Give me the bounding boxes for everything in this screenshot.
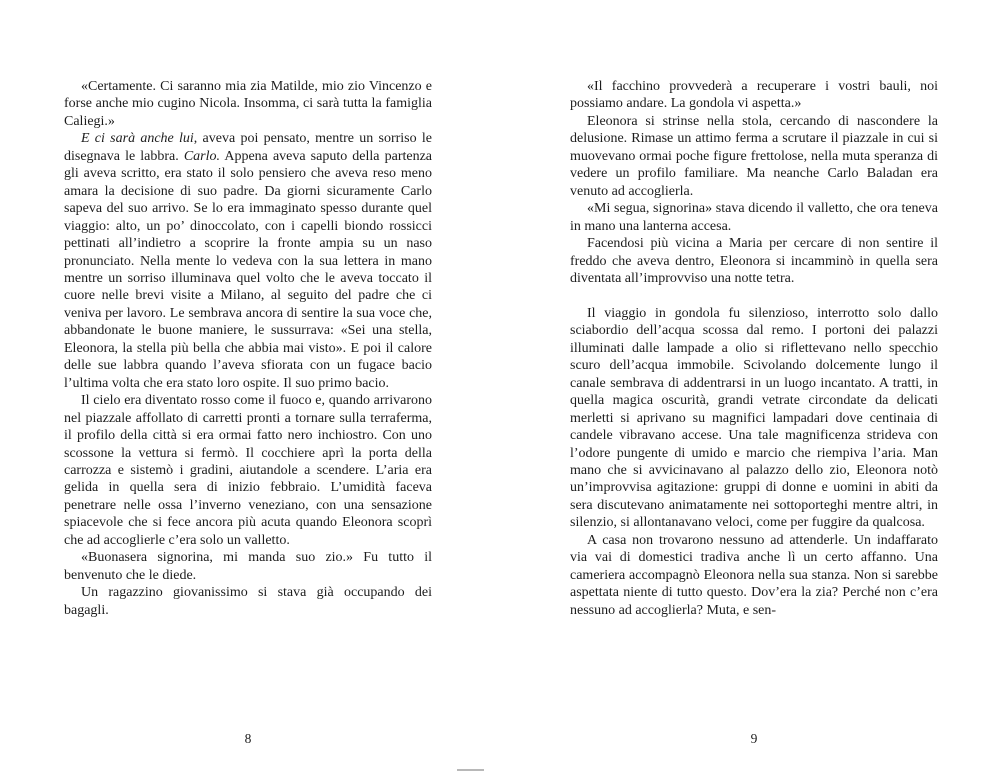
paragraph: [570, 532, 938, 619]
right-page-body: [570, 78, 938, 619]
paragraph: [570, 305, 938, 532]
left-page: [64, 78, 432, 619]
paragraph: [64, 584, 432, 619]
paragraph: [570, 235, 938, 287]
italic-text-run: E ci sarà anche lui: [81, 131, 194, 147]
text-run: Il viaggio in gondola fu silenzioso, interrotto solo dallo sciabordio dell’acqua scossa dal remo. I portoni dei palazzi illuminati dalle lampade a olio si riflettevano nello specchio scuro dell’acqua immobile. Scivolando dolcemente lungo il canale sembrava di addentrarsi in un luogo incantato. A tratti, in quella magica oscurità, grandi vetrate circondate da delicati merletti si aprivano su magnifici lampadari dove centinaia di candele vibravano accese. Una tale magnificenza strideva con l’odore pungente di umido e marcio che riempiva l’aria. Man mano che si avvicinavano al palazzo dello zio, Eleonora notò un’improvvisa agitazione: gruppi di donne e uomini in abiti da sera discutevano animatamente nei sottoporteghi mentre altri, in silenzio, si allontanavano veloci, come per fuggire da qualcosa.: [570, 305, 938, 531]
text-run: «Il facchino provvederà a recuperare i vostri bauli, noi possiamo andare. La gondola vi aspetta.»: [570, 79, 938, 112]
page-separator-mark: [457, 769, 484, 771]
paragraph: [570, 113, 938, 200]
paragraph: [570, 200, 938, 235]
text-run: Il cielo era diventato rosso come il fuoco e, quando arrivarono nel piazzale affollato di carretti pronti a tornare sulla terraferma, il profilo della città si era ormai fatto nero inchiostro. Con uno scossone la vettura si fermò. Il cocchiere aprì la porta della carrozza e sistemò i gradini, aiutandole a scendere. L’aria era gelida in quella sera di inizio febbraio. L’umidità faceva penetrare nelle ossa l’inverno veneziano, con una sensazione spiacevole che si fece ancora più acuta quando Eleonora scoprì che ad accoglierle c’era solo un valletto.: [64, 393, 432, 548]
right-page: [570, 78, 938, 619]
text-run: A casa non trovarono nessuno ad attenderle. Un indaffarato via vai di domestici tradiva anche lì un certo affanno. Una cameriera accompagnò Eleonora nella sua stanza. Non si sarebbe aspettata niente di tutto questo. Dov’era la zia? Perché non c’era nessuno ad accoglierla? Muta, e sen-: [570, 532, 938, 618]
left-page-body: [64, 78, 432, 619]
text-run: Eleonora si strinse nella stola, cercando di nascondere la delusione. Rimase un attimo ferma a scrutare il piazzale in cui si muovevano ormai poche figure frettolose, nella muta speranza di vedere un profilo familiare. Ma neanche Carlo Baladan era venuto ad accoglierla.: [570, 113, 938, 199]
italic-text-run: Carlo.: [183, 148, 221, 164]
text-run: «Certamente. Ci saranno mia zia Matilde, mio zio Vincenzo e forse anche mio cugino Nicola. Insomma, ci sarà tutta la famiglia Caliegi.»: [64, 79, 432, 129]
paragraph: [64, 78, 432, 130]
paragraph: [64, 392, 432, 549]
paragraph: [64, 549, 432, 584]
paragraph: [64, 130, 432, 392]
paragraph: [570, 78, 938, 113]
text-run: «Buonasera signorina, mi manda suo zio.» Fu tutto il benvenuto che le diede.: [64, 550, 432, 583]
left-page-number: 8: [244, 731, 252, 746]
right-page-number: 9: [750, 731, 758, 746]
text-run: , aveva poi pensato, mentre un sorriso le disegnava le labbra.: [64, 131, 432, 164]
text-run: «Mi segua, signorina» stava dicendo il valletto, che ora teneva in mano una lanterna accesa.: [570, 201, 938, 234]
text-run: Appena aveva saputo della partenza gli aveva scritto, era stato il solo pensiero che aveva reso meno amara la decisione di suo padre. Da giorni sicuramente Carlo sapeva del suo arrivo. Se lo era immaginato spesso durante quel viaggio: alto, un po’ dinoccolato, con i capelli biondo rossicci pettinati all’indietro a scoprire la fronte ampia su un naso pronunciato. Nella mente lo vedeva con la sua lettera in mano mentre un sorriso illuminava quel volto che le aveva toccato il cuore nelle brevi visite a Milano, al seguito del padre che ci veniva per lavoro. Le sembrava ancora di sentire la sua voce che, abbandonate le buone maniere, le sussurrava: «Sei una stella, Eleonora, la stella più bella che abbia mai visto». E poi il calore delle sue labbra quando l’aveva sfiorata con un fugace bacio l’ultima volta che era stato loro ospite. Il suo primo bacio.: [64, 148, 433, 391]
text-run: Facendosi più vicina a Maria per cercare di non sentire il freddo che aveva dentro, Eleonora si incamminò in quella sera diventata all’improvviso una notte tetra.: [570, 236, 938, 286]
text-run: Un ragazzino giovanissimo si stava già occupando dei bagagli.: [64, 585, 432, 618]
